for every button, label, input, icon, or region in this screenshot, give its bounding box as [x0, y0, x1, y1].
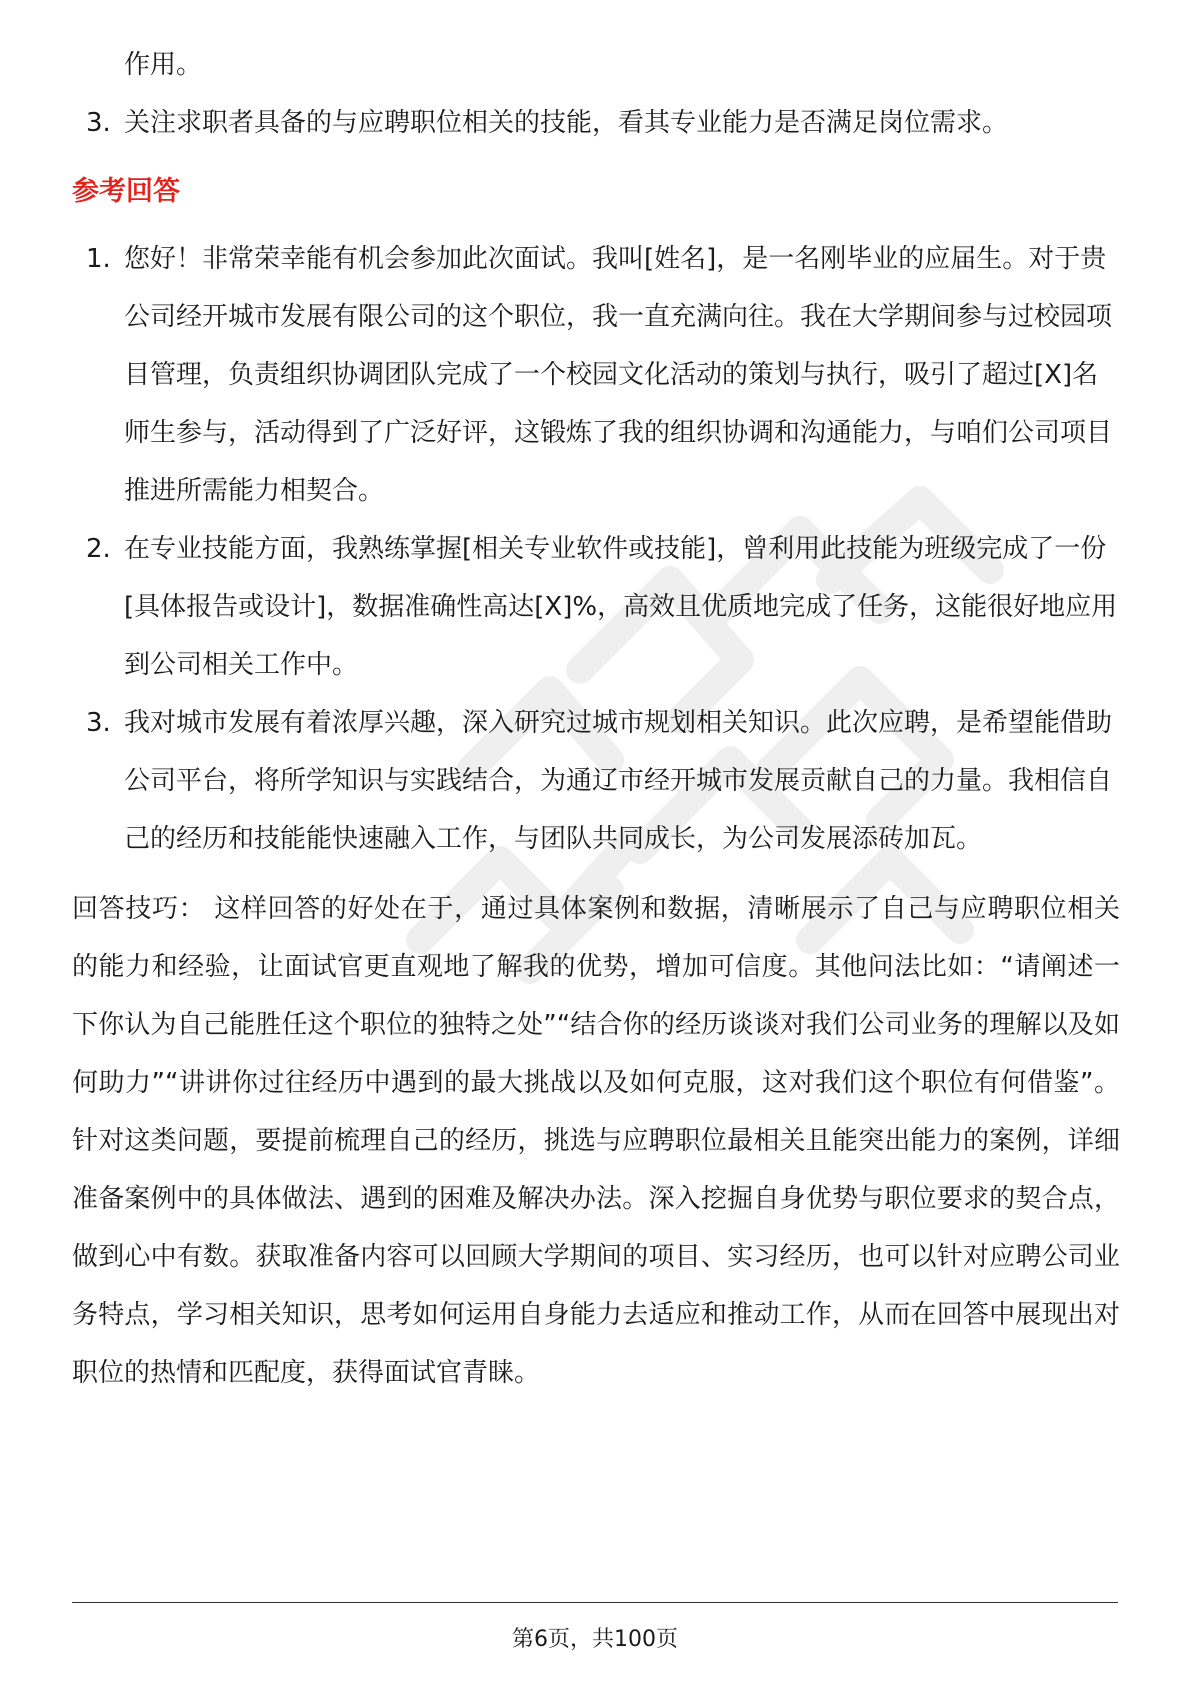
answer-item [72, 230, 1120, 520]
answer-text: 在专业技能方面，我熟练掌握[相关专业软件或技能]，曾利用此技能为班级完成了一份[具体报告或设计]，数据准确性高达[X]%，高效且优质地完成了任务，这能很好地应用到公司相关工作中。 [124, 534, 1118, 680]
answer-text: 我对城市发展有着浓厚兴趣，深入研究过城市规划相关知识。此次应聘，是希望能借助公司平台，将所学知识与实践结合，为通辽市经开城市发展贡献自己的力量。我相信自己的经历和技能能快速融入工作，与团队共同成长，为公司发展添砖加瓦。 [124, 708, 1113, 854]
criteria-text: 关注求职者具备的与应聘职位相关的技能，看其专业能力是否满足岗位需求。 [124, 108, 1009, 138]
footer-divider [72, 1602, 1118, 1603]
answer-tips-paragraph: 回答技巧： 这样回答的好处在于，通过具体案例和数据，清晰展示了自己与应聘职位相关的能力和经验，让面试官更直观地了解我的优势，增加可信度。其他问法比如：“请阐述一下你认为自己能胜任这个职位的独特之处”“结合你的经历谈谈对我们公司业务的理解以及如何助力”“讲讲你过往经历中遇到的最大挑战以及如何克服，这对我们这个职位有何借鉴”。针对这类问题，要提前梳理自己的经历，挑选与应聘职位最相关且能突出能力的案例，详细准备案例中的具体做法、遇到的困难及解决办法。深入挖掘自身优势与职位要求的契合点，做到心中有数。获取准备内容可以回顾大学期间的项目、实习经历，也可以针对应聘公司业务特点，学习相关知识，思考如何运用自身能力去适应和推动工作，从而在回答中展现出对职位的热情和匹配度，获得面试官青睐。 [72, 894, 1120, 1388]
reference-answer-heading: 参考回答 [72, 176, 180, 207]
answer-list [72, 230, 1120, 868]
list-number: 3. [86, 108, 111, 138]
main-content [72, 36, 1120, 1428]
criteria-list [72, 94, 1120, 152]
continuation-text: 作用。 [124, 50, 203, 80]
answer-text: 您好！非常荣幸能有机会参加此次面试。我叫[姓名]，是一名刚毕业的应届生。对于贵公司经开城市发展有限公司的这个职位，我一直充满向往。我在大学期间参与过校园项目管理，负责组织协调团队完成了一个校园文化活动的策划与执行，吸引了超过[X]名师生参与，活动得到了广泛好评，这锻炼了我的组织协调和沟通能力，与咱们公司项目推进所需能力相契合。 [124, 244, 1113, 506]
criteria-item [72, 94, 1120, 152]
list-number: 2. [86, 534, 111, 564]
list-number: 3. [86, 708, 111, 738]
list-number: 1. [86, 244, 111, 274]
page-number: 第6页，共100页 [512, 1627, 678, 1652]
answer-item [72, 520, 1120, 694]
answer-item [72, 694, 1120, 868]
